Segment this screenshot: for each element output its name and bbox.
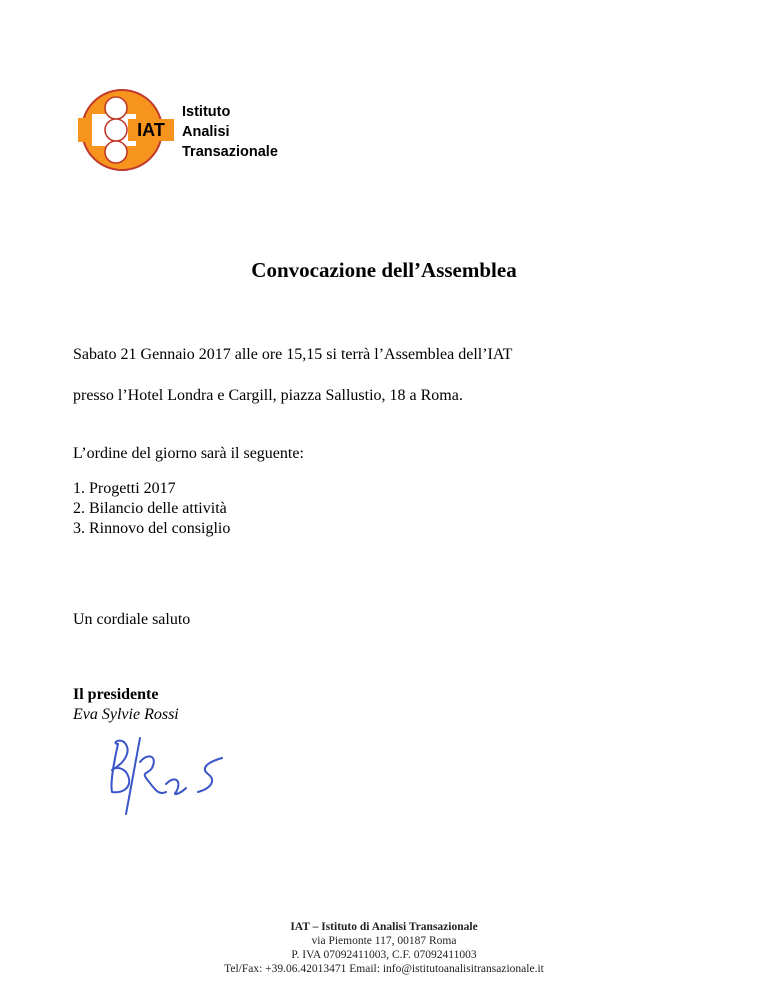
footer bbox=[0, 920, 768, 976]
logo-word-3: Transazionale bbox=[182, 144, 278, 160]
signatory-name: Eva Sylvie Rossi bbox=[73, 706, 179, 723]
iat-logo bbox=[78, 88, 318, 172]
logo-wordmark bbox=[182, 102, 278, 162]
signatory-role: Il presidente bbox=[73, 686, 159, 703]
footer-tax-ids: P. IVA 07092411003, C.F. 07092411003 bbox=[291, 949, 477, 961]
handwritten-signature bbox=[96, 722, 246, 817]
document-title: Convocazione dell’Assemblea bbox=[251, 258, 517, 282]
iat-logo-mark bbox=[78, 88, 182, 172]
agenda-intro: L’ordine del giorno sarà il seguente: bbox=[73, 445, 304, 462]
agenda-item: 2. Bilancio delle attività bbox=[73, 500, 227, 517]
meeting-location-line: presso l’Hotel Londra e Cargill, piazza Sallustio, 18 a Roma. bbox=[73, 387, 463, 404]
closing-greeting: Un cordiale saluto bbox=[73, 611, 191, 628]
logo-word-1: Istituto bbox=[182, 104, 231, 120]
logo-word-2: Analisi bbox=[182, 124, 230, 140]
agenda-item: 1. Progetti 2017 bbox=[73, 480, 176, 497]
footer-contact: Tel/Fax: +39.06.42013471 Email: info@istitutoanalisitransazionale.it bbox=[224, 963, 544, 975]
footer-address: via Piemonte 117, 00187 Roma bbox=[311, 935, 457, 947]
meeting-date-line: Sabato 21 Gennaio 2017 alle ore 15,15 si terrà l’Assemblea dell’IAT bbox=[73, 346, 513, 363]
footer-org-name: IAT – Istituto di Analisi Transazionale bbox=[290, 921, 478, 933]
logo-mark-text: IAT bbox=[137, 120, 165, 140]
agenda-item: 3. Rinnovo del consiglio bbox=[73, 520, 231, 537]
agenda-list bbox=[73, 479, 230, 539]
